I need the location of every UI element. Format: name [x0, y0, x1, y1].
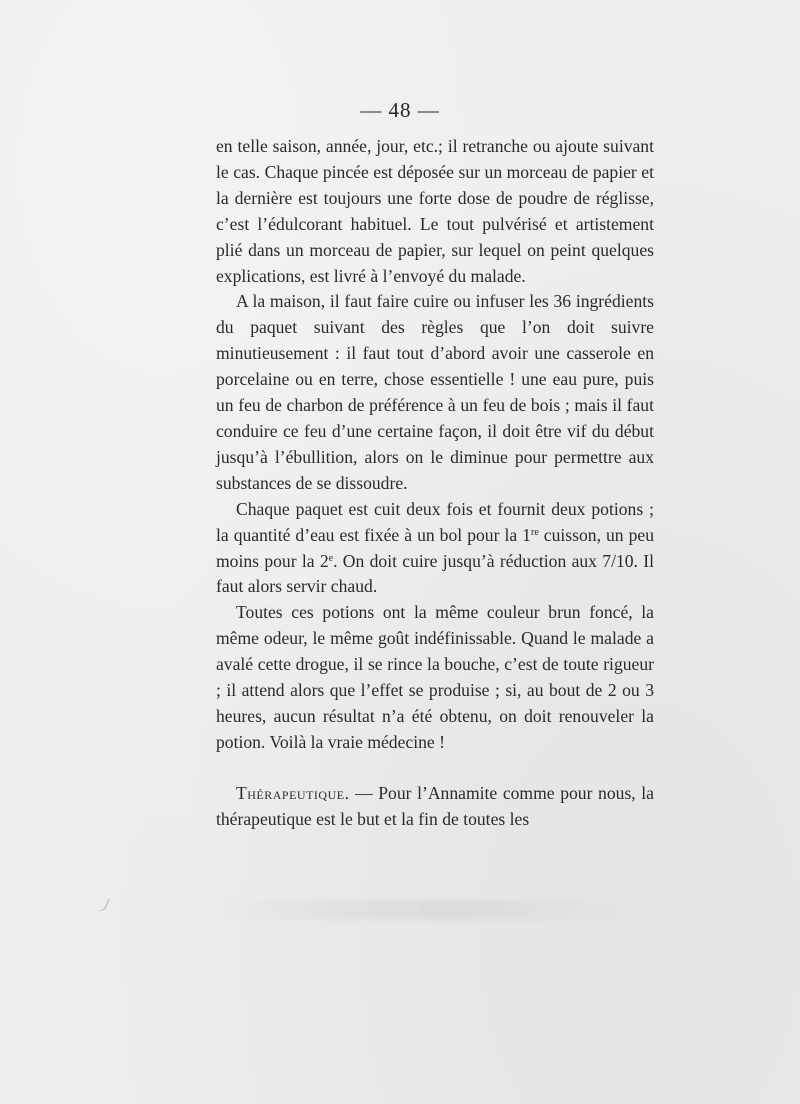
paragraph-potions: Toutes ces potions ont la même couleur brun foncé, la même odeur, le même goût indéfinissable. Quand le malade a avalé cette drogue, il se rince la bouche, c’est de toute rigueur ; il attend alors que l’effet se produise ; si, au bout de 2 ou 3 heures, aucun résultat n’a été obtenu, on doit renouveler la potion. Voilà la vraie médecine ! [216, 602, 654, 752]
section-heading: Thérapeutique. [236, 782, 350, 803]
margin-pencil-mark [93, 894, 110, 913]
page-number: — 48 — [360, 98, 440, 122]
superscript-re: re [530, 526, 539, 538]
superscript-e: e [328, 552, 334, 564]
paragraph-cooking-text-1: Chaque paquet est cuit deux fois et fournit deux potions ; la quantité d’eau est fixée à un bol pour la 1 [216, 498, 654, 545]
paragraph-cooking-text-3: . On doit cuire jusqu’à réduction aux 7/10. Il faut alors servir chaud. [216, 550, 654, 597]
paragraph-continuation: en telle saison, année, jour, etc.; il retranche ou ajoute suivant le cas. Chaque pincée est déposée sur un morceau de papier et la dernière est toujours une forte dose de poudre de réglisse, c’est l’édulcorant habituel. Le tout pulvérisé et artistement plié dans un morceau de papier, sur lequel on peint quelques explications, est livré à l’envoyé du malade. [216, 136, 654, 286]
section-text: — Pour l’Annamite comme pour nous, la thérapeutique est le but et la fin de toutes les [216, 782, 654, 829]
ink-bleed-through [215, 900, 615, 920]
paragraph-preparation: A la maison, il faut faire cuire ou infuser les 36 ingrédients du paquet suivant des règles que l’on doit suivre minutieusement : il faut tout d’abord avoir une casserole en porcelaine ou en terre, chose essentielle ! une eau pure, puis un feu de charbon de préférence à un feu de bois ; mais il faut conduire ce feu d’une certaine façon, il doit être vif du début jusqu’à l’ébullition, alors on le diminue pour permettre aux substances de se dissoudre. [216, 291, 654, 493]
paragraph-therapeutique [216, 781, 654, 833]
paragraph-cooking [216, 497, 654, 601]
paragraph-cooking-text-2: cuisson, un peu moins pour la 2 [216, 524, 655, 571]
body-text [216, 134, 654, 833]
